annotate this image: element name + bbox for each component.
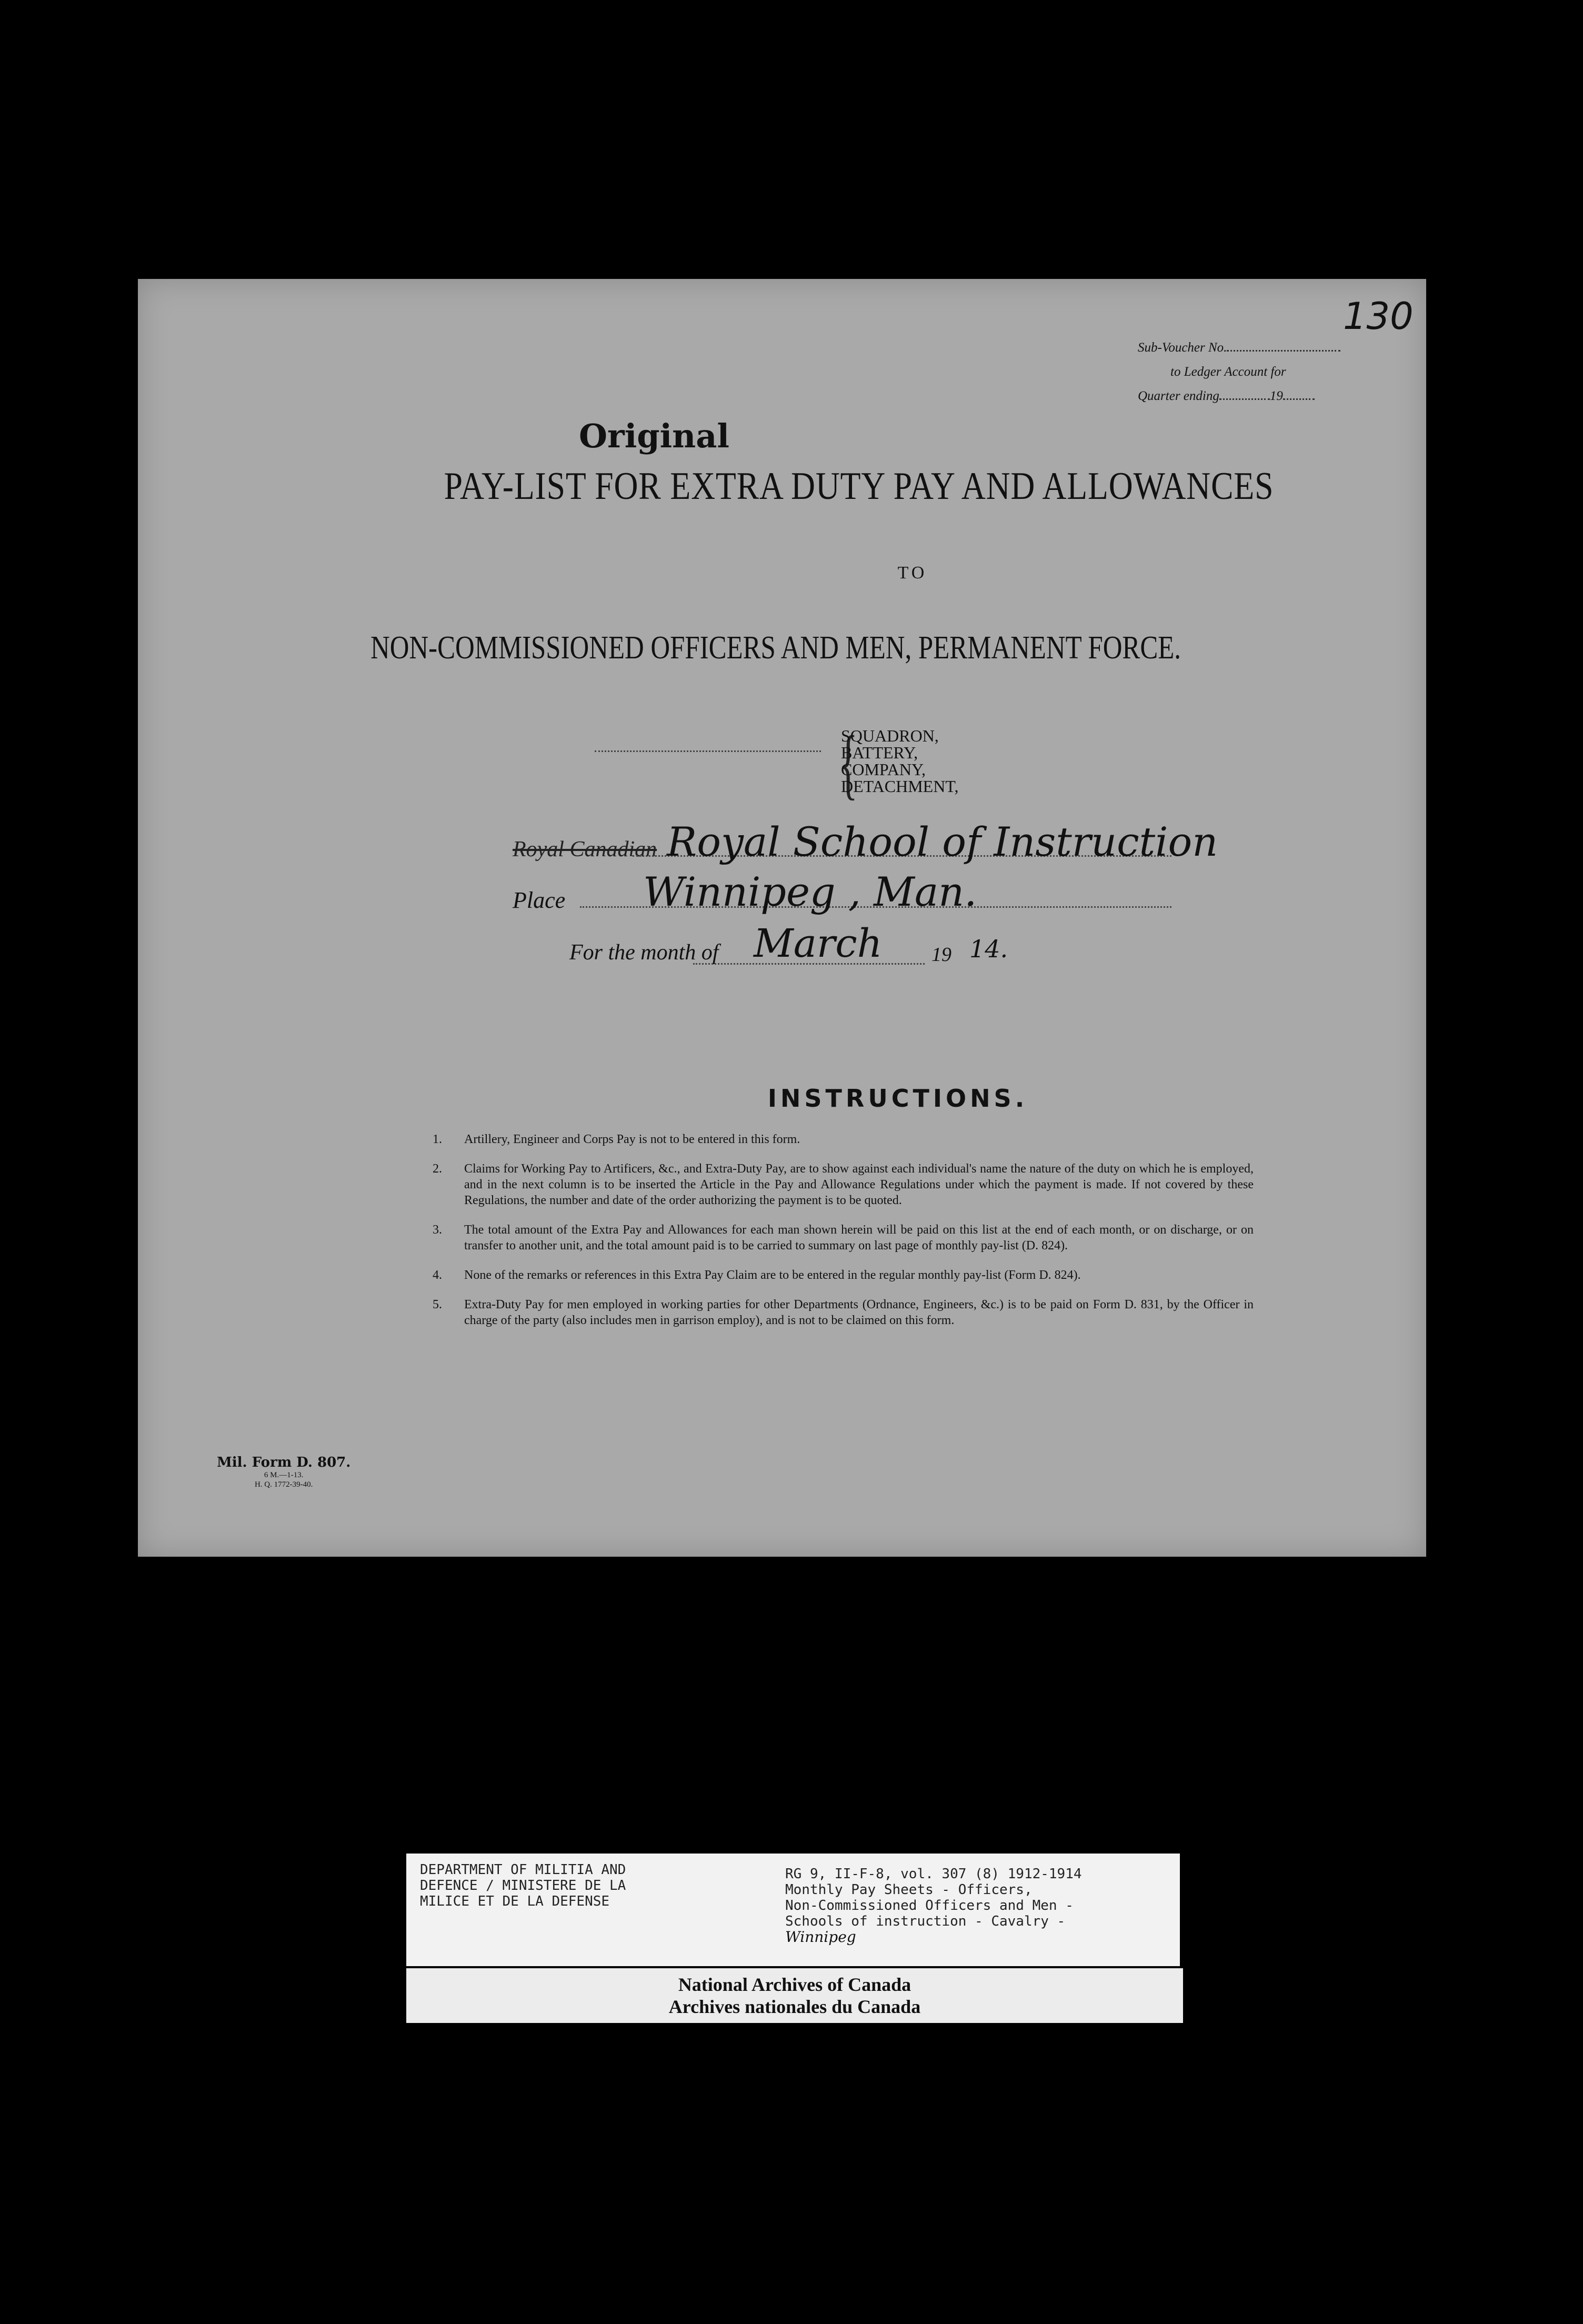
ref-line: RG 9, II-F-8, vol. 307 (8) 1912-1914 <box>785 1866 1082 1882</box>
pay-list-cover-sheet <box>138 279 1426 1557</box>
archives-banner <box>406 1968 1183 2023</box>
year-handwritten: 14. <box>969 935 1008 963</box>
original-heading: Original <box>579 417 729 455</box>
unit-type-battery: BATTERY, <box>841 743 918 762</box>
place-label: Place <box>513 887 566 913</box>
regiment-handwritten: Royal School of Instruction <box>667 818 1218 865</box>
ref-line: Schools of instruction - Cavalry - <box>785 1914 1066 1929</box>
unit-type-detachment: DETACHMENT, <box>841 777 959 796</box>
document-subtitle: NON-COMMISSIONED OFFICERS AND MEN, PERMANENT FORCE. <box>370 630 1181 666</box>
page-number: 130 <box>1343 295 1414 338</box>
instruction-item: 3. The total amount of the Extra Pay and Allowances for each man shown herein will be paid on this list at the end of each month, or on discharge, or on transfer to another unit, and the total amount paid is to be carried to summary on last page of monthly pay-list (D. 824). <box>433 1223 1254 1253</box>
unit-blank-line <box>595 750 821 752</box>
month-label: For the month of <box>569 940 719 965</box>
year-printed: 19 <box>931 944 951 966</box>
dept-line: MILICE ET DE LA DEFENSE <box>420 1894 610 1909</box>
form-print-run: 6 M.—1-13. <box>264 1471 304 1479</box>
month-handwritten: March <box>754 921 883 966</box>
archive-record-reference <box>785 1866 1169 1945</box>
instructions-heading: INSTRUCTIONS. <box>767 1084 1028 1113</box>
unit-type-squadron: SQUADRON, <box>841 726 939 745</box>
place-handwritten: Winnipeg , Man. <box>643 868 977 915</box>
ledger-account-line: to Ledger Account for <box>1170 365 1286 379</box>
quarter-ending-line: Quarter ending 19 <box>1138 384 1340 408</box>
unit-type-company: COMPANY, <box>841 760 926 779</box>
ref-line-handwritten: Winnipeg <box>785 1928 856 1946</box>
to-label: TO <box>897 563 928 583</box>
instruction-item: 1. Artillery, Engineer and Corps Pay is not to be entered in this form. <box>433 1133 800 1146</box>
unit-brace: { <box>839 720 858 807</box>
dept-line: DEFENCE / MINISTERE DE LA <box>420 1878 626 1894</box>
ref-line: Monthly Pay Sheets - Officers, <box>785 1882 1033 1898</box>
archives-banner-en: National Archives of Canada <box>678 1974 911 1995</box>
instructions-list <box>433 1131 1254 1342</box>
archives-banner-fr: Archives nationales du Canada <box>668 1996 921 2017</box>
regiment-printed-struck: Royal Canadian <box>513 837 657 862</box>
form-hq-ref: H. Q. 1772-39-40. <box>254 1480 313 1489</box>
form-identifier <box>217 1455 350 1489</box>
instruction-item: 5. Extra-Duty Pay for men employed in working parties for other Departments (Ordnance, Engineers, &c.) is to be paid on Form D. 831, by the Officer in charge of the party (also includes men in garrison employ), and is not to be claimed on this form. <box>433 1298 1254 1327</box>
instruction-item: 2. Claims for Working Pay to Artificers, &c., and Extra-Duty Pay, are to show against each individual's name the nature of the duty on which he is employed, and in the next column is to be inserted the Article in the Pay and Allowance Regulations under which the payment is made. If not covered by these Regulations, the number and date of the order authorizing the payment is to be quoted. <box>433 1162 1254 1207</box>
sub-voucher-block <box>1138 336 1340 408</box>
sub-voucher-line: Sub-Voucher No. <box>1138 336 1340 360</box>
dept-line: DEPARTMENT OF MILITIA AND <box>420 1862 626 1878</box>
archive-department <box>420 1862 683 1909</box>
ref-line: Non-Commissioned Officers and Men - <box>785 1898 1074 1914</box>
form-name: Mil. Form D. 807. <box>217 1455 351 1470</box>
instruction-item: 4. None of the remarks or references in this Extra Pay Claim are to be entered in the regular monthly pay-list (Form D. 824). <box>433 1268 1081 1282</box>
document-title: PAY-LIST FOR EXTRA DUTY PAY AND ALLOWANCES <box>444 465 1274 508</box>
unit-types-list <box>841 727 958 795</box>
archive-reference-card <box>406 1854 1180 1966</box>
